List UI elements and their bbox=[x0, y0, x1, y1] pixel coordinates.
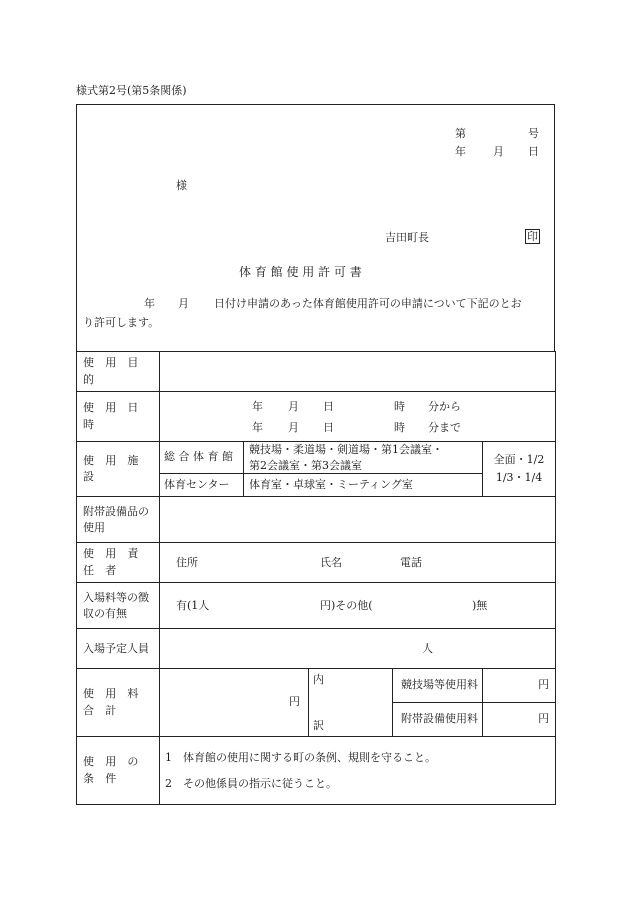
fee-breakdown-cell bbox=[309, 669, 393, 737]
body-text-line-2: り許可します。 bbox=[83, 316, 160, 329]
admission-label bbox=[77, 583, 160, 629]
issue-date-year: 年 bbox=[455, 145, 466, 158]
facility-general-gym: 総 合 体 育 館 bbox=[160, 442, 244, 474]
fee-arena-yen: 円 bbox=[538, 678, 550, 692]
equipment-value bbox=[160, 497, 556, 543]
admission-none: )無 bbox=[472, 599, 488, 612]
fee-equipment-yen: 円 bbox=[538, 712, 550, 726]
datetime-end-month: 月 bbox=[288, 421, 299, 434]
purpose-value bbox=[160, 352, 556, 392]
permit-details-table bbox=[76, 351, 556, 805]
datetime-row bbox=[77, 392, 556, 442]
admission-value bbox=[160, 583, 556, 629]
datetime-start-minute: 分から bbox=[428, 400, 461, 413]
equipment-row bbox=[77, 497, 556, 543]
datetime-end-day: 日 bbox=[323, 421, 334, 434]
addressee-suffix: 様 bbox=[176, 179, 187, 192]
datetime-label: 使 用 日 時 bbox=[77, 392, 160, 442]
facility-fraction-line-2: 1/3・1/4 bbox=[495, 471, 543, 484]
datetime-end-hour: 時 bbox=[394, 421, 405, 434]
fee-total-value bbox=[160, 669, 309, 737]
attendance-row bbox=[77, 629, 556, 669]
permit-number-suffix: 号 bbox=[528, 127, 539, 140]
admission-row bbox=[77, 583, 556, 629]
seal-mark: 印 bbox=[527, 230, 538, 243]
form-number: 様式第2号(第5条関係) bbox=[76, 84, 187, 97]
issuer-name: 吉田町長 bbox=[385, 231, 429, 244]
attendance-unit: 人 bbox=[422, 642, 433, 655]
conditions-label: 使 用 の 条 件 bbox=[77, 737, 160, 805]
fee-breakdown-2: 訳 bbox=[313, 719, 324, 732]
fee-arena-value bbox=[483, 669, 556, 703]
fee-total-label: 使 用 料 合 計 bbox=[77, 669, 160, 737]
issue-date-day: 日 bbox=[528, 145, 539, 158]
datetime-value bbox=[160, 392, 556, 442]
fee-row-1 bbox=[77, 669, 556, 703]
responsible-value bbox=[160, 543, 556, 583]
fee-arena-label: 競技場等使用料 bbox=[393, 669, 483, 703]
attendance-value bbox=[160, 629, 556, 669]
conditions-row bbox=[77, 737, 556, 805]
document-title: 体 育 館 使 用 許 可 書 bbox=[239, 265, 362, 279]
body-text-line-1: 日付け申請のあった体育館使用許可の申請について下記のとお bbox=[214, 297, 522, 310]
fee-equipment-label: 附帯設備使用料 bbox=[393, 703, 483, 737]
admission-label-line-2: 収の有無 bbox=[83, 606, 127, 620]
conditions-value bbox=[160, 737, 556, 805]
body-month: 月 bbox=[178, 297, 189, 310]
facility-center: 体育センター bbox=[160, 474, 244, 497]
admission-yen-other: 円)その他( bbox=[320, 599, 373, 612]
facility-area-fraction bbox=[483, 442, 556, 497]
fee-breakdown-1: 内 bbox=[313, 673, 324, 686]
responsible-label: 使 用 責 任 者 bbox=[77, 543, 160, 583]
responsible-phone: 電話 bbox=[400, 556, 422, 569]
facility-row-1 bbox=[77, 442, 556, 474]
equipment-label bbox=[77, 497, 160, 543]
conditions-item-2: 2 その他係員の指示に従うこと。 bbox=[165, 776, 337, 790]
facility-label: 使 用 施 設 bbox=[77, 442, 160, 497]
fee-equipment-value bbox=[483, 703, 556, 737]
facility-general-gym-rooms bbox=[244, 442, 483, 474]
datetime-start-month: 月 bbox=[288, 400, 299, 413]
responsible-name: 氏名 bbox=[320, 556, 342, 569]
facility-center-rooms: 体育室・卓球室・ミーティング室 bbox=[244, 474, 483, 497]
facility-fraction-line-1: 全面・1/2 bbox=[493, 453, 545, 467]
facility-general-gym-rooms-line-1: 競技場・柔道場・剣道場・第1会議室・ bbox=[249, 443, 443, 457]
datetime-start-year: 年 bbox=[252, 400, 263, 413]
equipment-label-line-1: 附帯設備品の bbox=[83, 504, 149, 518]
purpose-label: 使 用 目 的 bbox=[77, 352, 160, 392]
datetime-start-hour: 時 bbox=[394, 400, 405, 413]
datetime-end-minute: 分まで bbox=[428, 421, 461, 434]
datetime-end-year: 年 bbox=[252, 421, 263, 434]
conditions-item-1: 1 体育館の使用に関する町の条例、規則を守ること。 bbox=[165, 750, 436, 764]
admission-yes: 有(1人 bbox=[176, 599, 210, 612]
purpose-row bbox=[77, 352, 556, 392]
body-year: 年 bbox=[144, 297, 155, 310]
responsible-row bbox=[77, 543, 556, 583]
permit-header-box bbox=[76, 104, 555, 352]
attendance-label: 入場予定人員 bbox=[77, 629, 160, 669]
issue-date-month: 月 bbox=[493, 145, 504, 158]
responsible-address: 住所 bbox=[176, 556, 198, 569]
facility-general-gym-rooms-line-2: 第2会議室・第3会議室 bbox=[249, 458, 362, 472]
fee-total-yen: 円 bbox=[289, 695, 300, 709]
equipment-label-line-2: 使用 bbox=[83, 520, 105, 534]
permit-number-prefix: 第 bbox=[455, 127, 466, 140]
admission-label-line-1: 入場料等の徴 bbox=[83, 590, 149, 604]
datetime-start-day: 日 bbox=[323, 400, 334, 413]
